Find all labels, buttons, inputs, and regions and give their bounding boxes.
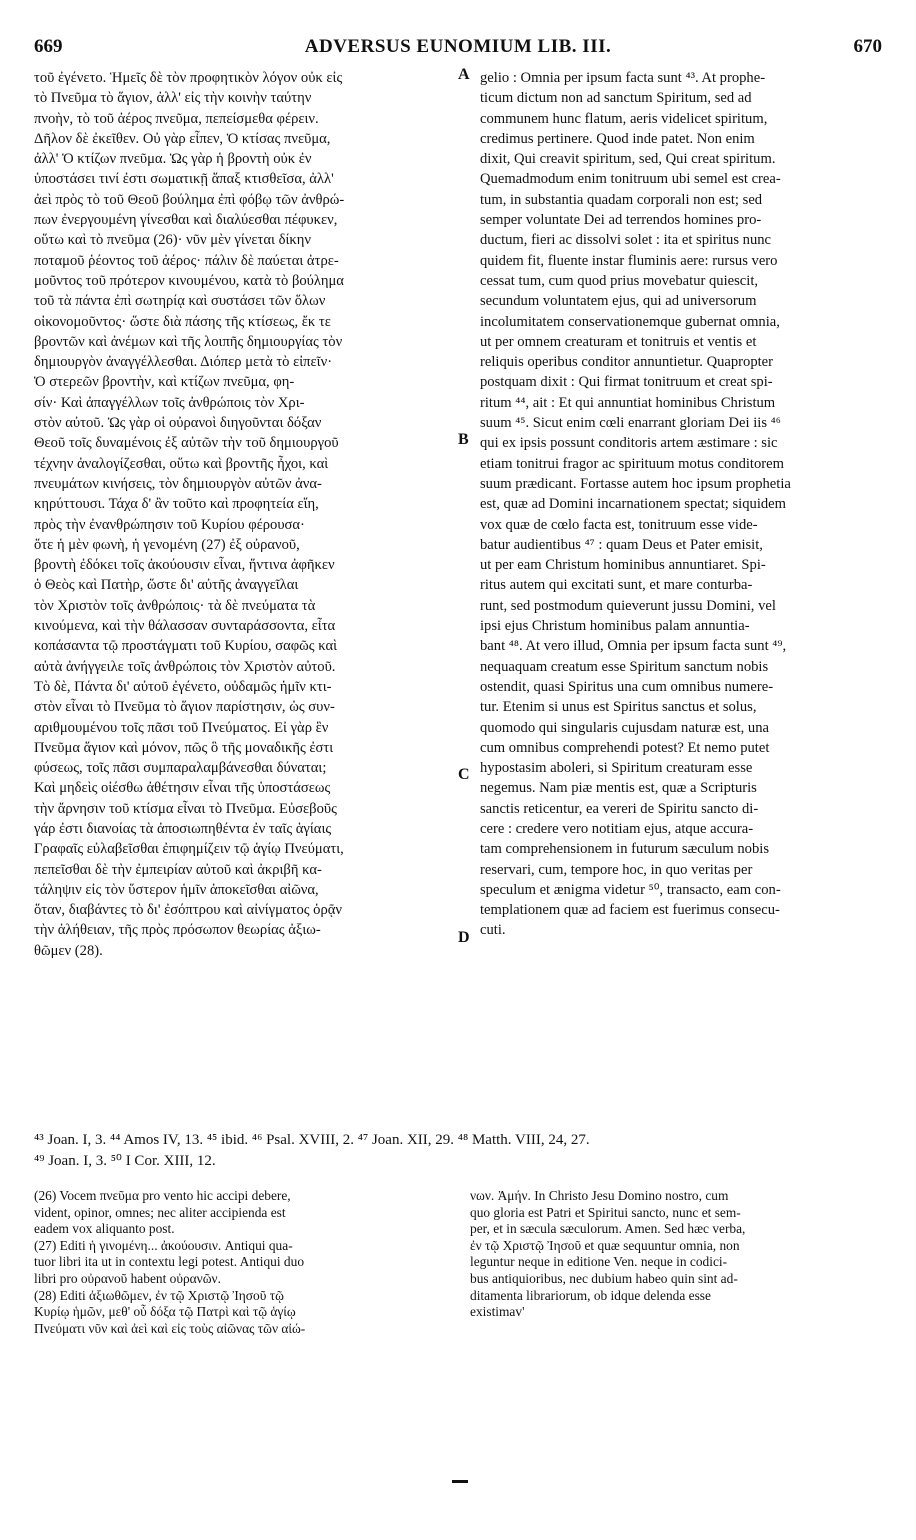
- greek-text-line: Ὁ στερεῶν βροντὴν, καὶ κτίζων πνεῦμα, φη-: [34, 374, 295, 391]
- page-number-left: 669: [34, 36, 63, 57]
- greek-text-line: τέχνην ἀναλογίζεσθαι, οὕτω καὶ βροντῆς ἦχοι, καὶ: [34, 455, 329, 472]
- latin-text-line: Quemadmodum enim tonitruum ubi semel est crea-: [480, 171, 781, 188]
- latin-text-line: speculum et ænigma videtur ⁵⁰, transacto, eam con-: [480, 881, 781, 898]
- latin-text-line: ostendit, quasi Spiritus una cum omnibus numere-: [480, 678, 774, 695]
- latin-text-line: suum ⁴⁵. Sicut enim cœli enarrant gloriam Dei iis ⁴⁶: [480, 415, 781, 432]
- latin-text-line: tam comprehensionem in futurum sæculum nobis: [480, 841, 769, 858]
- greek-text-line: ἀεὶ πρὸς τὸ τοῦ Θεοῦ βούλημα ἐπὶ φόβῳ τῶν ἀνθρώ-: [34, 191, 345, 208]
- greek-text-line: Πνεῦμα ἅγιον καὶ μόνον, πῶς ὃ τῆς μοναδικῆς ἐστι: [34, 739, 334, 756]
- greek-text-line: φύσεως, τοῖς πᾶσι συμπαραλαμβάνεσθαι δύναται;: [34, 760, 327, 777]
- latin-text-line: quidem fit, fluente instar fluminis aere: rursus vero: [480, 252, 778, 269]
- page-end-dash: [452, 1480, 468, 1483]
- latin-text-line: ritus autem qui excitati sunt, et mare conturba-: [480, 577, 753, 594]
- greek-text-line: τοῦ τὰ πάντα ἐπὶ σωτηρίᾳ καὶ συστάσει τῶν ὅλων: [34, 293, 326, 310]
- greek-text-line: θῶμεν (28).: [34, 942, 103, 959]
- greek-text-line: Θεοῦ τοῖς δυναμένοις ἐξ αὐτῶν τὴν τοῦ δημιουργοῦ: [34, 435, 339, 452]
- latin-text-line: est, quæ ad Domini incarnationem spectat; siquidem: [480, 496, 786, 513]
- latin-text-line: dixit, Qui creavit spiritum, sed, Qui creat spiritum.: [480, 151, 776, 168]
- latin-text-line: cere : credere vero notitiam ejus, atque accura-: [480, 820, 754, 837]
- latin-text-line: semper voluntate Dei ad terrendos homines pro-: [480, 212, 762, 229]
- latin-text-line: vox quæ de cœlo facta est, tonitruum esse vide-: [480, 516, 758, 533]
- latin-text-line: qui ex ipsis possunt conditoris artem æstimare : sic: [480, 435, 778, 452]
- footnote-line: eadem vox aliquanto post.: [34, 1221, 175, 1237]
- greek-text-line: στὸν εἶναι τὸ Πνεῦμα τὸ ἅγιον παρίστησιν, ὡς συν-: [34, 699, 335, 716]
- greek-text-line: Καὶ μηδεὶς οἰέσθω ἀθέτησιν εἶναι τῆς ὑποστάσεως: [34, 780, 331, 797]
- page-number-right: 670: [853, 36, 882, 57]
- running-head: [34, 36, 882, 62]
- greek-text-line: στὸν αὐτοῦ. Ὡς γὰρ οἱ οὐρανοὶ διηγοῦνται δόξαν: [34, 415, 322, 432]
- greek-text-line: τὴν ἄρνησιν τοῦ κτίσμα εἶναι τὸ Πνεῦμα. Εὐσεβοῦς: [34, 800, 337, 817]
- latin-text-line: runt, sed postmodum quieverunt jussu Domini, vel: [480, 597, 776, 614]
- latin-text-line: ut per eam Christum hominibus annuntiaret. Spi-: [480, 557, 766, 574]
- scripture-references: [34, 1130, 882, 1174]
- greek-text-line: τοῦ ἐγένετο. Ἡμεῖς δὲ τὸν προφητικὸν λόγον οὐκ εἰς: [34, 70, 343, 86]
- latin-text-line: cuti.: [480, 922, 506, 939]
- footnote-line: Πνεύματι νῦν καὶ ἀεὶ καὶ εἰς τοὺς αἰῶνας τῶν αἰώ-: [34, 1320, 306, 1336]
- footnote-line: ditamenta librariorum, ob idque delenda esse: [470, 1287, 711, 1303]
- latin-text-line: tum, in substantia quadam corporali non est; sed: [480, 191, 763, 208]
- latin-text-line: incolumitatem conservationemque gubernat omnia,: [480, 313, 780, 330]
- greek-text-line: μοῦντος τοῦ πρότερον κινουμένου, κατὰ τὸ βούλημα: [34, 272, 344, 289]
- latin-text-line: etiam tonitrui fragor ac spirituum motus conditorem: [480, 455, 784, 472]
- latin-text-line: batur audientibus ⁴⁷ : quam Deus et Pater emisit,: [480, 536, 763, 553]
- greek-text-line: ἀλλ' Ὁ κτίζων πνεῦμα. Ὡς γὰρ ἡ βροντὴ οὐκ ἐν: [34, 151, 312, 168]
- greek-text-line: τὸν Χριστὸν τοῖς ἀνθρώποις· τὰ δὲ πνεύματα τὰ: [34, 597, 316, 614]
- latin-text-line: ritum ⁴⁴, ait : Et qui annuntiat hominibus Christum: [480, 394, 776, 411]
- footnote-line: per, et in sæcula sæculorum. Amen. Sed hæc verba,: [470, 1221, 746, 1237]
- latin-text-line: gelio : Omnia per ipsum facta sunt ⁴³. At prophe-: [480, 70, 766, 86]
- greek-text-line: κινούμενα, καὶ τὴν θάλασσαν συνταράσσοντα, εἶτα: [34, 618, 336, 635]
- latin-text-line: ut per omnem creaturam et tonitruis et ventis et: [480, 333, 757, 350]
- latin-text-line: sanctis reticentur, ea vereri de Spiritu sancto di-: [480, 800, 759, 817]
- latin-text-line: bant ⁴⁸. At vero illud, Omnia per ipsum facta sunt ⁴⁹,: [480, 638, 787, 655]
- footnote-line: leguntur neque in editione Ven. neque in codici-: [470, 1254, 728, 1270]
- footnotes-left: [34, 1188, 450, 1337]
- latin-text-line: suum prædicant. Fortasse autem hoc ipsum prophetia: [480, 475, 791, 492]
- latin-text-line: cessat tum, cum quod prius movebatur quiescit,: [480, 272, 759, 289]
- margin-letter-a: A: [458, 66, 470, 83]
- greek-text-line: βροντὴ ἐδόκει τοῖς ἀκούουσιν εἶναι, ἥντινα ἀφῆκεν: [34, 557, 335, 574]
- footnote-line: Κυρίῳ ἡμῶν, μεθ' οὗ δόξα τῷ Πατρὶ καὶ τῷ ἁγίῳ: [34, 1304, 296, 1320]
- footnote-line: quo gloria est Patri et Spiritui sancto, nunc et sem-: [470, 1204, 741, 1220]
- greek-text-line: σίν· Καὶ ἀπαγγέλλων τοῖς ἀνθρώποις τὸν Χρι-: [34, 394, 305, 411]
- latin-text-line: cum omnibus comprehendi potest? Et nemo putet: [480, 739, 770, 756]
- greek-text-line: πρὸς τὴν ἐνανθρώπησιν τοῦ Κυρίου φέρουσα·: [34, 516, 305, 533]
- footnote-line: (28) Editi ἀξιωθῶμεν, ἐν τῷ Χριστῷ Ἰησοῦ τῷ: [34, 1287, 284, 1303]
- latin-text-line: credimus pertinere. Quod inde patet. Non enim: [480, 130, 755, 147]
- margin-letter-d: D: [458, 929, 470, 946]
- latin-text-line: negemus. Nam piæ mentis est, quæ a Scripturis: [480, 780, 757, 797]
- greek-text-line: ὁ Θεὸς καὶ Πατὴρ, ὥστε δι' αὐτῆς ἀναγγεῖλαι: [34, 577, 299, 594]
- footnote-line: vident, opinor, omnes; nec aliter accipienda est: [34, 1204, 286, 1220]
- greek-text-column: [34, 68, 454, 961]
- footnote-line: νων. Ἀμήν. In Christo Jesu Domino nostro, cum: [470, 1188, 729, 1203]
- greek-text-line: γάρ ἐστι διανοίας τὰ ἀποσιωπηθέντα ἐν ταῖς ἁγίαις: [34, 820, 332, 837]
- greek-text-line: αὐτὰ ἀνήγγειλε τοῖς ἀνθρώποις τὸν Χριστὸν αὐτοῦ.: [34, 658, 336, 675]
- latin-text-line: ipsi ejus Christum hominibus palam annuntia-: [480, 618, 750, 635]
- footnotes-right: [470, 1188, 882, 1321]
- latin-text-line: reliquis operibus conditor annuntietur. Quapropter: [480, 354, 774, 371]
- latin-text-line: hypostasim aboleri, si Spiritum creaturam esse: [480, 760, 753, 777]
- greek-text-line: Τὸ δὲ, Πάντα δι' αὐτοῦ ἐγένετο, οὐδαμῶς ἡμῖν κτι-: [34, 678, 332, 695]
- latin-text-line: ticum dictum non ad sanctum Spiritum, sed ad: [480, 90, 752, 107]
- greek-text-line: Δῆλον δὲ ἐκεῖθεν. Οὐ γὰρ εἶπεν, Ὁ κτίσας πνεῦμα,: [34, 130, 331, 147]
- latin-text-line: reservari, cum, tempore hoc, in quo veritas per: [480, 861, 753, 878]
- greek-text-line: πων ἐνεργουμένη γίνεσθαι καὶ διαλύεσθαι πέφυκεν,: [34, 212, 338, 229]
- latin-text-line: tur. Etenim si unus est Spiritus sanctus et solus,: [480, 699, 757, 716]
- greek-text-line: οὕτω καὶ τὸ πνεῦμα (26)· νῦν μὲν γίνεται δίκην: [34, 232, 312, 249]
- greek-text-line: πνευμάτων κινήσεις, τὸν δημιουργὸν αὐτῶν ἀνα-: [34, 475, 322, 492]
- footnote-line: (27) Editi ἡ γινομένη... ἀκούουσιν. Antiqui qua-: [34, 1237, 293, 1253]
- margin-letter-c: C: [458, 766, 470, 783]
- margin-letter-b: B: [458, 431, 469, 448]
- greek-text-line: ὅταν, διαβάντες τὸ δι' ἐσόπτρου καὶ αἰνίγματος ὁρᾷν: [34, 902, 342, 919]
- footnote-line: libri pro οὐρανοῦ habent οὐρανῶν.: [34, 1270, 221, 1286]
- footnote-line: ἐν τῷ Χριστῷ Ἰησοῦ et quæ sequuntur omnia, non: [470, 1237, 740, 1253]
- footnote-line: tuor libri ita ut in contextu legi potest. Antiqui duo: [34, 1254, 305, 1270]
- greek-text-line: κοπάσαντα τῷ προστάγματι τοῦ Κυρίου, σαφῶς καὶ: [34, 638, 338, 655]
- greek-text-line: τὸ Πνεῦμα τὸ ἅγιον, ἀλλ' εἰς τὴν κοινὴν ταύτην: [34, 90, 312, 107]
- page-title: ADVERSUS EUNOMIUM LIB. III.: [304, 36, 612, 57]
- latin-text-line: nequaquam creatum esse Spiritum sanctum nobis: [480, 658, 769, 675]
- greek-text-line: ποταμοῦ ῥέοντος τοῦ ἀέρος· πάλιν δὲ παύεται ἀτρε-: [34, 252, 339, 269]
- reference-line: ⁴⁹ Joan. I, 3. ⁵⁰ I Cor. XIII, 12.: [34, 1153, 216, 1169]
- reference-line: ⁴³ Joan. I, 3. ⁴⁴ Amos IV, 13. ⁴⁵ ibid. ⁴⁶ Psal. XVIII, 2. ⁴⁷ Joan. XII, 29. ⁴⁸ Matth. VIII, 24, 27.: [34, 1132, 590, 1148]
- latin-text-line: templationem quæ ad faciem est fuerimus consecu-: [480, 902, 780, 919]
- greek-text-line: οἰκονομοῦντος· ὥστε διὰ πάσης τῆς κτίσεως, ἔκ τε: [34, 313, 331, 330]
- greek-text-line: βροντῶν καὶ ἀνέμων καὶ τῆς λοιπῆς δημιουργίας τὸν: [34, 333, 343, 350]
- latin-text-line: communem hunc flatum, aeris videlicet spiritum,: [480, 110, 768, 127]
- greek-text-line: ὅτε ἡ μὲν φωνὴ, ἡ γενομένη (27) ἐξ οὐρανοῦ,: [34, 536, 300, 553]
- greek-text-line: κηρύττουσι. Τάχα δ' ἂν τοῦτο καὶ προφητεία εἴη,: [34, 496, 319, 513]
- greek-text-line: πνοὴν, τὸ τοῦ ἀέρος πνεῦμα, πεπείσμεθα φέρειν.: [34, 110, 319, 127]
- footnote-line: (26) Vocem πνεῦμα pro vento hic accipi debere,: [34, 1188, 291, 1203]
- greek-text-line: δημιουργὸν ἀναγγέλλεσθαι. Διόπερ μετὰ τὸ εἰπεῖν·: [34, 354, 333, 371]
- greek-text-line: τάληψιν εἰς τὸν ὕστερον ἡμῖν ἀποκεῖσθαι αἰῶνα,: [34, 881, 319, 898]
- greek-text-line: τὴν ἀλήθειαν, τῆς πρὸς πρόσωπον θεωρίας ἀξιω-: [34, 922, 321, 939]
- greek-text-line: πεπεῖσθαι δὲ τὴν ἐμπειρίαν αὐτοῦ καὶ ἀκριβῆ κα-: [34, 861, 322, 878]
- greek-text-line: ὑποστάσει τινί ἐστι σωματικῇ ἅπαξ κτισθεῖσα, ἀλλ': [34, 171, 334, 188]
- latin-text-line: ductum, fieri ac dissolvi solet : ita et spiritus nunc: [480, 232, 772, 249]
- footnote-line: existimav': [470, 1304, 525, 1320]
- latin-text-line: secundum voluntatem ejus, qui ad universorum: [480, 293, 757, 310]
- latin-text-line: quomodo qui singularis cujusdam naturæ est, una: [480, 719, 770, 736]
- greek-text-line: Γραφαῖς εὐλαβεῖσθαι ἐπιφημίζειν τῷ ἁγίῳ Πνεύματι,: [34, 841, 344, 858]
- latin-text-column: [480, 68, 882, 941]
- footnote-line: bus antiquioribus, nec dubium habeo quin sint ad-: [470, 1270, 738, 1286]
- greek-text-line: αριθμουμένου τοῖς πᾶσι τοῦ Πνεύματος. Εἰ γὰρ ἓν: [34, 719, 329, 736]
- latin-text-line: postquam dixit : Qui firmat tonitruum et creat spi-: [480, 374, 773, 391]
